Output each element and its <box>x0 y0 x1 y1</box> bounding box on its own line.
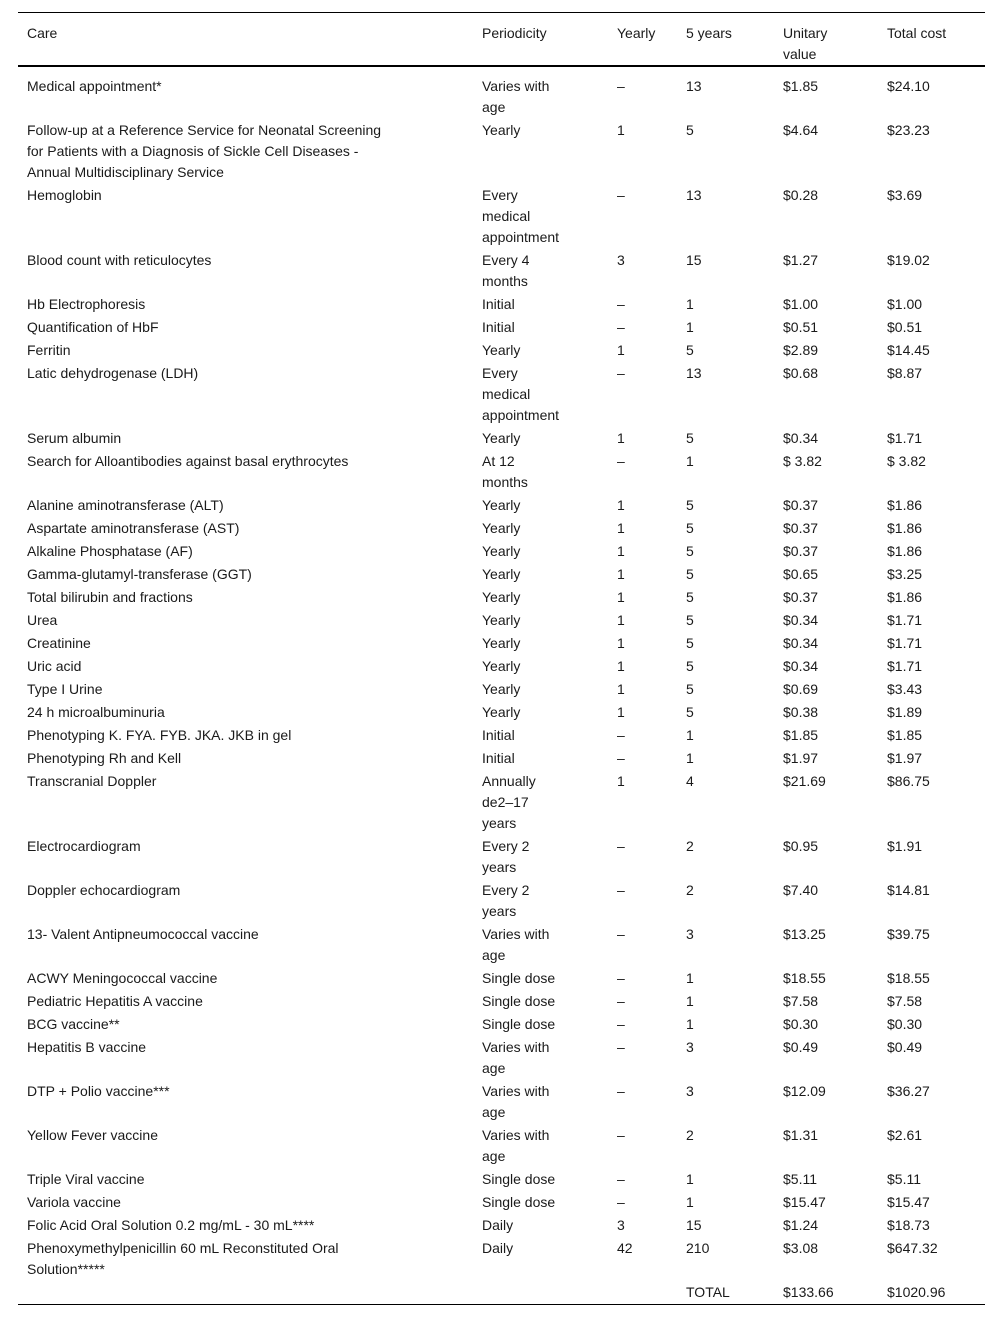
cell-care: Ferritin <box>27 342 71 358</box>
table-row <box>18 1191 985 1214</box>
table-row <box>18 1214 985 1237</box>
cell-care: Latic dehydrogenase (LDH) <box>27 365 199 381</box>
table-row <box>18 316 985 339</box>
cell-periodicity: Initial <box>482 296 515 312</box>
table-row <box>18 632 985 655</box>
cell-periodicity: Initial <box>482 727 515 743</box>
cell-5years: 13 <box>686 187 702 203</box>
col-header-total-cost-label: Total cost <box>887 25 947 41</box>
cell-total-cost: $0.49 <box>887 1039 923 1055</box>
cell-total-cost: $1.86 <box>887 589 923 605</box>
cell-unitary-value: $1.97 <box>783 750 819 766</box>
cell-total-cost: $36.27 <box>887 1083 930 1099</box>
table-row <box>18 990 985 1013</box>
cell-5years: 3 <box>686 926 694 942</box>
cell-yearly: – <box>617 838 625 854</box>
cell-total-cost: $1.71 <box>887 612 923 628</box>
table-row <box>18 747 985 770</box>
cell-5years: 3 <box>686 1083 694 1099</box>
cell-total-cost: $1.86 <box>887 497 923 513</box>
cell-unitary-value: $5.11 <box>783 1171 817 1187</box>
cell-5years: 1 <box>686 296 694 312</box>
cell-5years: TOTAL <box>686 1284 730 1300</box>
cell-total-cost: $1.85 <box>887 727 923 743</box>
cell-unitary-value: $1.27 <box>783 252 819 268</box>
cell-care: Hb Electrophoresis <box>27 296 146 312</box>
cell-total-cost: $18.73 <box>887 1217 930 1233</box>
col-header-care-label: Care <box>27 25 58 41</box>
cell-5years: 5 <box>686 681 694 697</box>
cell-care: Creatinine <box>27 635 91 651</box>
col-header-yearly <box>617 13 686 67</box>
cell-unitary-value: $0.28 <box>783 187 819 203</box>
care-cost-table <box>18 12 985 1305</box>
cell-5years: 5 <box>686 520 694 536</box>
cell-periodicity: At 12 months <box>482 453 528 490</box>
table-row <box>18 655 985 678</box>
cell-unitary-value: $0.37 <box>783 589 819 605</box>
cell-unitary-value: $7.58 <box>783 993 819 1009</box>
cell-unitary-value: $0.34 <box>783 612 819 628</box>
cell-5years: 5 <box>686 589 694 605</box>
cell-total-cost: $2.61 <box>887 1127 923 1143</box>
cell-care: Hepatitis B vaccine <box>27 1039 147 1055</box>
table-row <box>18 427 985 450</box>
cell-5years: 2 <box>686 838 694 854</box>
cell-periodicity: Every 2 years <box>482 838 530 875</box>
cell-unitary-value: $2.89 <box>783 342 819 358</box>
cell-periodicity: Yearly <box>482 430 521 446</box>
cell-total-cost: $1.71 <box>887 658 923 674</box>
cell-unitary-value: $0.34 <box>783 430 819 446</box>
cell-5years: 13 <box>686 365 702 381</box>
cell-5years: 5 <box>686 430 694 446</box>
cell-total-cost: $3.69 <box>887 187 923 203</box>
cell-unitary-value: $7.40 <box>783 882 819 898</box>
cell-total-cost: $1.91 <box>887 838 923 854</box>
cell-total-cost: $3.43 <box>887 681 923 697</box>
table-row <box>18 678 985 701</box>
cell-unitary-value: $13.25 <box>783 926 826 942</box>
cell-yearly: 1 <box>617 543 625 559</box>
cell-periodicity: Varies with age <box>482 78 550 115</box>
cell-5years: 1 <box>686 1171 694 1187</box>
cell-care: Pediatric Hepatitis A vaccine <box>27 993 203 1009</box>
cell-care: Urea <box>27 612 58 628</box>
cell-yearly: – <box>617 970 625 986</box>
cell-yearly: 1 <box>617 430 625 446</box>
cell-periodicity: Single dose <box>482 1171 556 1187</box>
cell-care: Phenotyping Rh and Kell <box>27 750 182 766</box>
cell-unitary-value: $0.34 <box>783 635 819 651</box>
cell-periodicity: Daily <box>482 1240 514 1256</box>
col-header-unitary-value <box>783 13 887 67</box>
cell-yearly: – <box>617 727 625 743</box>
table-row <box>18 1237 985 1281</box>
cell-total-cost: $ 3.82 <box>887 453 926 469</box>
cell-unitary-value: $4.64 <box>783 122 819 138</box>
cell-unitary-value: $0.68 <box>783 365 819 381</box>
cell-periodicity: Yearly <box>482 612 521 628</box>
cell-yearly: 1 <box>617 342 625 358</box>
cell-total-cost: $39.75 <box>887 926 930 942</box>
cell-5years: 1 <box>686 1194 694 1210</box>
cell-periodicity: Yearly <box>482 658 521 674</box>
table-row <box>18 66 985 119</box>
cell-total-cost: $1.89 <box>887 704 923 720</box>
cell-total-cost: $3.25 <box>887 566 923 582</box>
cell-total-cost: $1.97 <box>887 750 923 766</box>
cell-unitary-value: $133.66 <box>783 1284 834 1300</box>
cell-periodicity: Yearly <box>482 589 521 605</box>
cell-unitary-value: $1.31 <box>783 1127 819 1143</box>
table-row <box>18 701 985 724</box>
cell-5years: 1 <box>686 319 694 335</box>
table-row <box>18 339 985 362</box>
cell-periodicity: Single dose <box>482 1194 556 1210</box>
cell-periodicity: Yearly <box>482 122 521 138</box>
cell-yearly: 1 <box>617 589 625 605</box>
cell-total-cost: $1.86 <box>887 543 923 559</box>
cell-yearly: 1 <box>617 658 625 674</box>
table-row <box>18 1080 985 1124</box>
cell-care: Yellow Fever vaccine <box>27 1127 158 1143</box>
cell-periodicity: Varies with age <box>482 1039 550 1076</box>
cell-periodicity: Initial <box>482 750 515 766</box>
table-row <box>18 967 985 990</box>
table-row <box>18 119 985 184</box>
table-row <box>18 923 985 967</box>
cell-periodicity: Every medical appointment <box>482 365 560 423</box>
cell-yearly: – <box>617 1083 625 1099</box>
cell-5years: 5 <box>686 658 694 674</box>
cell-care <box>18 1281 482 1305</box>
cell-unitary-value: $0.37 <box>783 543 819 559</box>
table-row <box>18 563 985 586</box>
table-row <box>18 362 985 427</box>
col-header-5years <box>686 13 783 67</box>
col-header-5years-label: 5 years <box>686 25 732 41</box>
cell-care: Uric acid <box>27 658 82 674</box>
cell-yearly: – <box>617 78 625 94</box>
cell-5years: 13 <box>686 78 702 94</box>
cell-total-cost: $0.30 <box>887 1016 923 1032</box>
cell-total-cost: $647.32 <box>887 1240 938 1256</box>
col-header-periodicity-label: Periodicity <box>482 25 547 41</box>
cell-yearly: 1 <box>617 635 625 651</box>
cell-total-cost: $0.51 <box>887 319 923 335</box>
cell-care: 24 h microalbuminuria <box>27 704 165 720</box>
cell-care: Aspartate aminotransferase (AST) <box>27 520 240 536</box>
cell-total-cost: $14.45 <box>887 342 930 358</box>
table-row <box>18 724 985 747</box>
cell-periodicity: Every 2 years <box>482 882 530 919</box>
cell-care: Transcranial Doppler <box>27 773 157 789</box>
cell-unitary-value: $1.00 <box>783 296 819 312</box>
table-row <box>18 1124 985 1168</box>
cell-unitary-value: $0.34 <box>783 658 819 674</box>
table-row <box>18 609 985 632</box>
cell-yearly: – <box>617 1039 625 1055</box>
cell-5years: 2 <box>686 1127 694 1143</box>
cell-unitary-value: $18.55 <box>783 970 826 986</box>
cell-care: Type I Urine <box>27 681 103 697</box>
cell-periodicity: Varies with age <box>482 1127 550 1164</box>
cell-total-cost: $23.23 <box>887 122 930 138</box>
cell-care: Phenoxymethylpenicillin 60 mL Reconstituted Oral Solution***** <box>27 1240 339 1277</box>
cell-5years: 2 <box>686 882 694 898</box>
cell-total-cost: $14.81 <box>887 882 930 898</box>
cell-total-cost: $86.75 <box>887 773 930 789</box>
cell-5years: 5 <box>686 704 694 720</box>
cell-yearly: – <box>617 296 625 312</box>
cell-care: Doppler echocardiogram <box>27 882 181 898</box>
cell-5years: 5 <box>686 122 694 138</box>
cell-unitary-value: $21.69 <box>783 773 826 789</box>
cell-unitary-value: $0.37 <box>783 520 819 536</box>
cell-periodicity: Yearly <box>482 681 521 697</box>
cell-yearly: – <box>617 750 625 766</box>
cell-total-cost: $1.71 <box>887 430 923 446</box>
cell-5years: 4 <box>686 773 694 789</box>
cell-total-cost: $5.11 <box>887 1171 921 1187</box>
cell-periodicity: Yearly <box>482 635 521 651</box>
cell-unitary-value: $0.51 <box>783 319 819 335</box>
cell-yearly: 1 <box>617 704 625 720</box>
cell-periodicity: Initial <box>482 319 515 335</box>
cell-care: ACWY Meningococcal vaccine <box>27 970 218 986</box>
cell-care: Gamma-glutamyl-transferase (GGT) <box>27 566 252 582</box>
cell-5years: 5 <box>686 342 694 358</box>
cell-unitary-value: $3.08 <box>783 1240 819 1256</box>
cell-yearly: – <box>617 319 625 335</box>
table-body <box>18 66 985 1305</box>
col-header-periodicity <box>482 13 617 67</box>
cell-periodicity: Single dose <box>482 993 556 1009</box>
cell-unitary-value: $0.49 <box>783 1039 819 1055</box>
table-row <box>18 586 985 609</box>
cell-unitary-value: $0.37 <box>783 497 819 513</box>
cell-yearly: – <box>617 187 625 203</box>
cell-yearly: – <box>617 993 625 1009</box>
cell-5years: 5 <box>686 635 694 651</box>
table-row <box>18 1168 985 1191</box>
cell-periodicity: Daily <box>482 1217 514 1233</box>
cell-yearly: 3 <box>617 252 625 268</box>
cell-unitary-value: $12.09 <box>783 1083 826 1099</box>
cell-5years: 1 <box>686 970 694 986</box>
cell-yearly: – <box>617 1016 625 1032</box>
cell-care: Total bilirubin and fractions <box>27 589 193 605</box>
cell-periodicity: Yearly <box>482 520 521 536</box>
cell-total-cost: $1.86 <box>887 520 923 536</box>
col-header-care <box>18 13 482 67</box>
cell-yearly: 1 <box>617 566 625 582</box>
cell-total-cost: $1.00 <box>887 296 923 312</box>
table-row <box>18 450 985 494</box>
table-row <box>18 293 985 316</box>
cell-periodicity: Yearly <box>482 342 521 358</box>
cell-yearly: – <box>617 1194 625 1210</box>
table-row <box>18 1036 985 1080</box>
cell-care: Folic Acid Oral Solution 0.2 mg/mL - 30 mL**** <box>27 1217 315 1233</box>
cell-yearly: – <box>617 1171 625 1187</box>
header-row <box>18 13 985 67</box>
table-row <box>18 879 985 923</box>
col-header-total-cost <box>887 13 985 67</box>
cell-care: Variola vaccine <box>27 1194 121 1210</box>
cell-care: Triple Viral vaccine <box>27 1171 145 1187</box>
cell-5years: 1 <box>686 750 694 766</box>
cell-unitary-value: $15.47 <box>783 1194 826 1210</box>
cell-yearly: 1 <box>617 122 625 138</box>
cell-yearly: – <box>617 453 625 469</box>
cell-unitary-value: $0.30 <box>783 1016 819 1032</box>
cell-care: Serum albumin <box>27 430 122 446</box>
cell-care: BCG vaccine** <box>27 1016 120 1032</box>
cell-yearly: 1 <box>617 612 625 628</box>
cell-total-cost: $18.55 <box>887 970 930 986</box>
col-header-unitary-value-label: Unitary value <box>783 25 828 62</box>
cell-care: Medical appointment* <box>27 78 162 94</box>
total-row <box>18 1281 985 1305</box>
cell-periodicity: Single dose <box>482 1016 556 1032</box>
cell-total-cost: $1020.96 <box>887 1284 946 1300</box>
cell-periodicity: Every 4 months <box>482 252 530 289</box>
cell-unitary-value: $ 3.82 <box>783 453 822 469</box>
cell-periodicity: Varies with age <box>482 1083 550 1120</box>
table-row <box>18 249 985 293</box>
cell-5years: 1 <box>686 453 694 469</box>
cell-total-cost: $1.71 <box>887 635 923 651</box>
cell-care: DTP + Polio vaccine*** <box>27 1083 170 1099</box>
cell-periodicity: Single dose <box>482 970 556 986</box>
cell-total-cost: $7.58 <box>887 993 923 1009</box>
cell-yearly: – <box>617 1127 625 1143</box>
table-row <box>18 835 985 879</box>
cell-yearly <box>617 1281 686 1305</box>
cell-yearly: 1 <box>617 681 625 697</box>
cell-periodicity: Yearly <box>482 543 521 559</box>
cell-periodicity: Yearly <box>482 566 521 582</box>
cell-care: Quantification of HbF <box>27 319 159 335</box>
cell-periodicity: Varies with age <box>482 926 550 963</box>
cell-unitary-value: $1.85 <box>783 78 819 94</box>
cell-care: Follow-up at a Reference Service for Neonatal Screening for Patients with a Diagnosis of Sickle Cell Diseases - Annual Multidisciplinary Service <box>27 122 382 180</box>
cell-yearly: 1 <box>617 773 625 789</box>
cell-5years: 1 <box>686 1016 694 1032</box>
cell-total-cost: $8.87 <box>887 365 923 381</box>
cell-5years: 5 <box>686 497 694 513</box>
cell-periodicity: Annually de2–17 years <box>482 773 536 831</box>
table-row <box>18 184 985 249</box>
cell-yearly: 1 <box>617 520 625 536</box>
cell-unitary-value: $1.24 <box>783 1217 819 1233</box>
col-header-yearly-label: Yearly <box>617 25 656 41</box>
cell-care: Alanine aminotransferase (ALT) <box>27 497 224 513</box>
cell-total-cost: $24.10 <box>887 78 930 94</box>
cell-yearly: 3 <box>617 1217 625 1233</box>
cell-unitary-value: $0.95 <box>783 838 819 854</box>
cell-care: Electrocardiogram <box>27 838 141 854</box>
cell-yearly: – <box>617 926 625 942</box>
cell-5years: 15 <box>686 252 702 268</box>
cell-yearly: – <box>617 882 625 898</box>
cell-5years: 5 <box>686 543 694 559</box>
cell-periodicity: Every medical appointment <box>482 187 560 245</box>
cell-5years: 1 <box>686 993 694 1009</box>
cell-5years: 210 <box>686 1240 710 1256</box>
cell-5years: 1 <box>686 727 694 743</box>
cell-yearly: 42 <box>617 1240 633 1256</box>
cell-unitary-value: $0.69 <box>783 681 819 697</box>
cell-unitary-value: $0.65 <box>783 566 819 582</box>
cell-periodicity: Yearly <box>482 704 521 720</box>
cell-care: Blood count with reticulocytes <box>27 252 212 268</box>
cell-yearly: 1 <box>617 497 625 513</box>
cell-5years: 15 <box>686 1217 702 1233</box>
cell-5years: 5 <box>686 566 694 582</box>
cell-5years: 5 <box>686 612 694 628</box>
table-row <box>18 770 985 835</box>
cell-unitary-value: $0.38 <box>783 704 819 720</box>
cell-periodicity <box>482 1281 617 1305</box>
cell-5years: 3 <box>686 1039 694 1055</box>
cell-care: Hemoglobin <box>27 187 102 203</box>
table-row <box>18 494 985 517</box>
cell-care: Search for Alloantibodies against basal erythrocytes <box>27 453 349 469</box>
table-row <box>18 517 985 540</box>
cell-care: Alkaline Phosphatase (AF) <box>27 543 193 559</box>
cell-periodicity: Yearly <box>482 497 521 513</box>
cell-care: Phenotyping K. FYA. FYB. JKA. JKB in gel <box>27 727 292 743</box>
cell-total-cost: $15.47 <box>887 1194 930 1210</box>
cell-unitary-value: $1.85 <box>783 727 819 743</box>
table-row <box>18 540 985 563</box>
cell-yearly: – <box>617 365 625 381</box>
cell-total-cost: $19.02 <box>887 252 930 268</box>
table-row <box>18 1013 985 1036</box>
cell-care: 13- Valent Antipneumococcal vaccine <box>27 926 259 942</box>
